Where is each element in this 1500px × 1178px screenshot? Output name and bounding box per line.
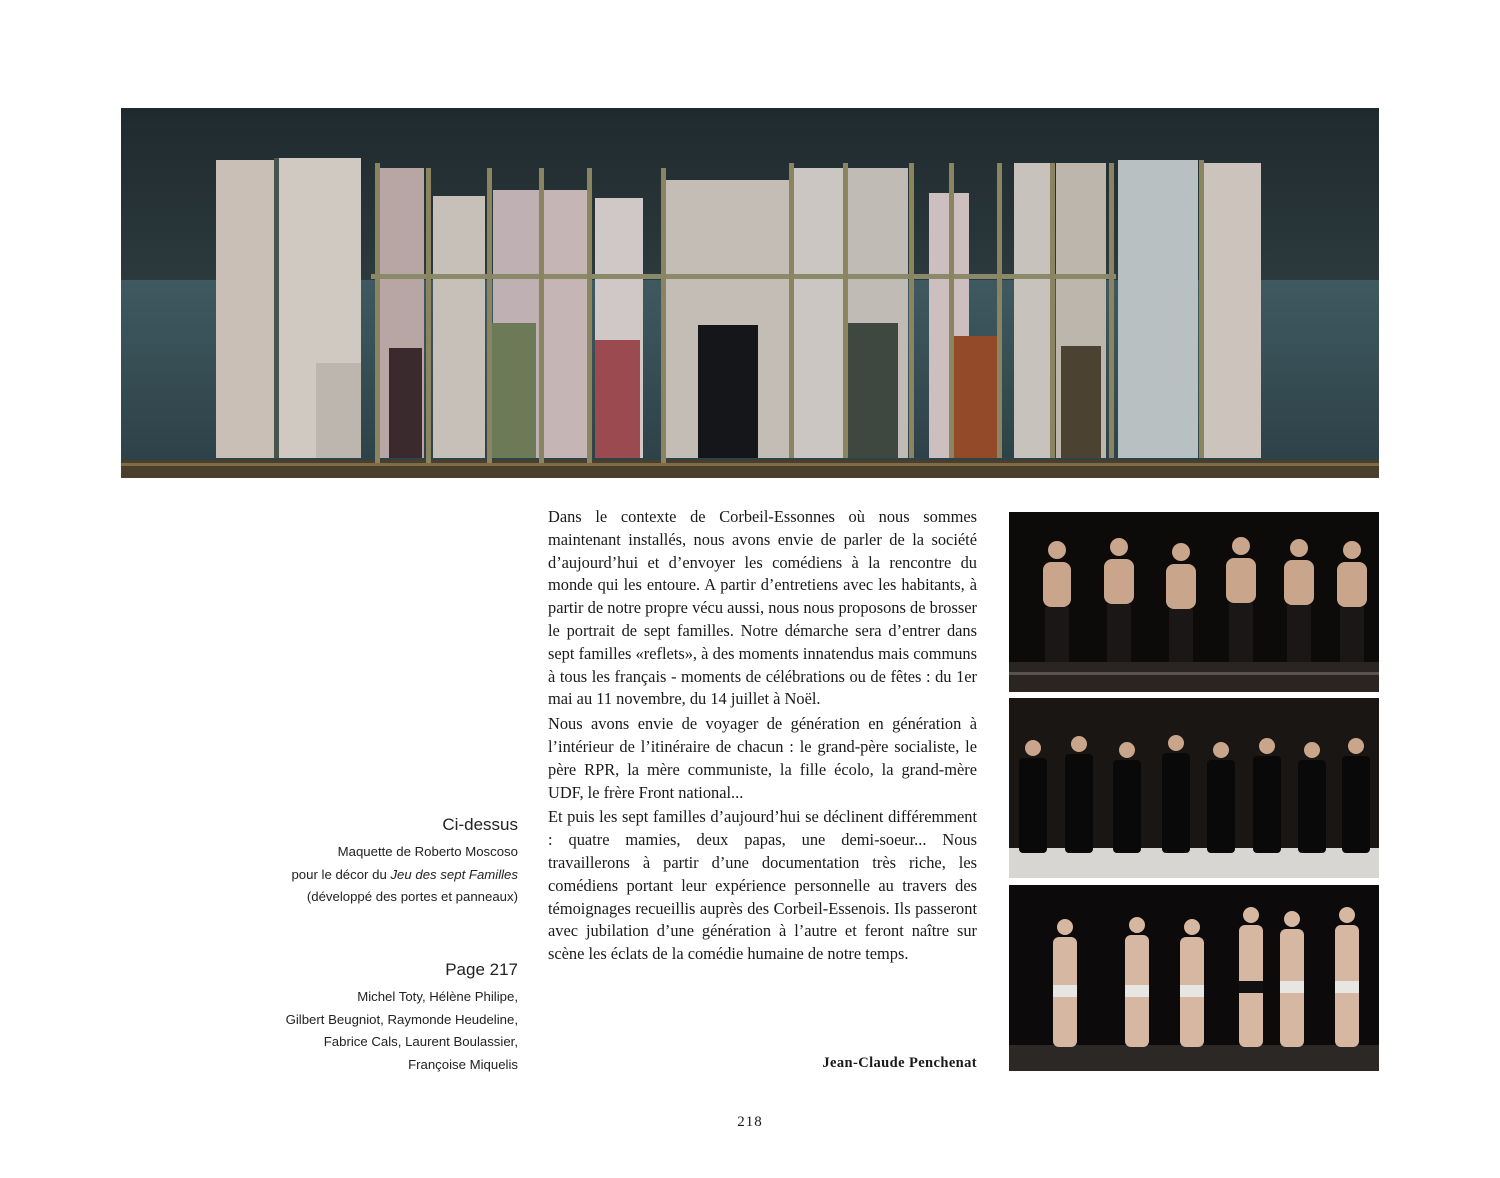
caption-above-line xyxy=(250,864,518,887)
set-model-image xyxy=(121,108,1379,478)
caption-page217-heading: Page 217 xyxy=(445,960,518,979)
caption-page217-line: Gilbert Beugniot, Raymonde Heudeline, xyxy=(285,1011,518,1027)
performance-photos xyxy=(1009,512,1379,1071)
caption-above xyxy=(250,814,518,909)
article-signature: Jean-Claude Penchenat xyxy=(822,1055,977,1071)
article-paragraph: Et puis les sept familles d’aujourd’hui se déclinent différemment : quatre mamies, deux papas, une demi-soeur... Nous travaillerons à partir d’une documentation très riche, les comédiens portant leur expérience personnelle au travers des témoignages recueillis auprès des Corbeil-Essenois. Ils passeront avec jubilation d’une génération à l’autre et feront naître sur scène les éclats de la comédie humaine de notre temps. xyxy=(548,807,977,964)
caption-page217-line: Michel Toty, Hélène Philipe, xyxy=(357,989,518,1004)
caption-page217 xyxy=(250,959,518,1076)
caption-page217-line: Fabrice Cals, Laurent Boulassier, xyxy=(323,1034,518,1049)
caption-prefix: pour le décor du xyxy=(291,866,391,882)
caption-above-heading: Ci-dessus xyxy=(442,815,518,834)
photo-actors-suits xyxy=(1009,698,1379,878)
photo-actors-underwear xyxy=(1009,885,1379,1071)
caption-above-line: (développé des portes et panneaux) xyxy=(306,889,518,904)
photo-actors-shirtless xyxy=(1009,512,1379,692)
page-number: 218 xyxy=(737,1114,763,1130)
article-paragraph: Nous avons envie de voyager de génération en génération à l’intérieur de l’itinéraire de chacun : le grand-père socialiste, le père RPR, la mère communiste, la fille écolo, la grand-mère UDF, le frère Front national... xyxy=(548,714,977,802)
caption-above-line: Maquette de Roberto Moscoso xyxy=(337,844,518,859)
article-paragraph: Dans le contexte de Corbeil-Essonnes où nous sommes maintenant installés, nous avons envie de parler de la société d’aujourd’hui et d’envoyer les comédiens à la rencontre du monde qui les entoure. A partir d’entretiens avec les habitants, à partir de notre propre vécu aussi, nous nous proposons de brosser le portrait de sept familles. Notre démarche sera d’entrer dans sept familles «reflets», à des moments innatendus mais communs à tous les français - moments de célébrations ou de fêtes : du 1er mai au 11 novembre, du 14 juillet à Noël. xyxy=(548,507,977,709)
set-model-panorama xyxy=(121,108,1379,478)
article-body xyxy=(548,506,977,968)
play-title: Jeu des sept Familles xyxy=(390,866,518,882)
caption-page217-line: Françoise Miquelis xyxy=(408,1056,518,1072)
